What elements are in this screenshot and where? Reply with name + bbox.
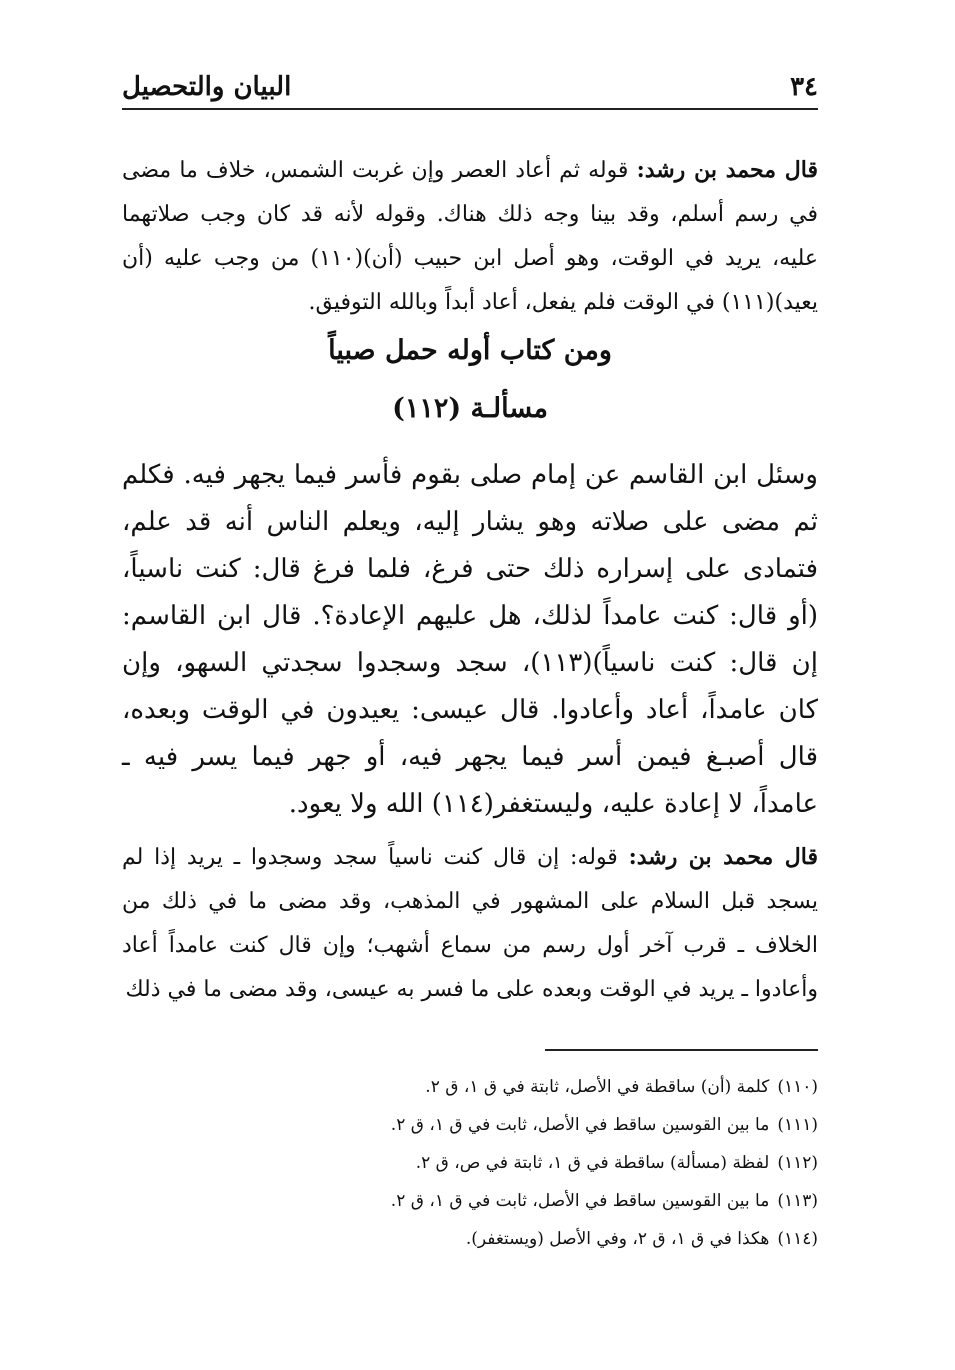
footnote-item — [200, 1068, 818, 1106]
footnote-number: (١١١) — [777, 1115, 818, 1135]
footnote-text: كلمة (أن) ساقطة في الأصل، ثابتة في ق ١، ق ٢. — [425, 1077, 770, 1097]
commentary-paragraph-2 — [122, 835, 818, 1012]
footnote-item — [200, 1106, 818, 1144]
commentary-lead: قال محمد بن رشد: — [636, 157, 819, 183]
footnotes-list — [200, 1068, 818, 1258]
footnote-text: لفظة (مسألة) ساقطة في ق ١، ثابتة في ص، ق ٢. — [415, 1153, 770, 1173]
footnote-text: ما بين القوسين ساقط في الأصل، ثابت في ق ١، ق ٢. — [390, 1115, 770, 1135]
footnote-item — [200, 1144, 818, 1182]
footnote-number: (١١٠) — [777, 1077, 818, 1097]
footnote-text: هكذا في ق ١، ق ٢، وفي الأصل (ويستغفر). — [465, 1229, 770, 1249]
footnote-item — [200, 1220, 818, 1258]
footnote-number: (١١٤) — [777, 1229, 818, 1249]
commentary-text: قوله: إن قال كنت ناسياً سجد وسجدوا ـ يريد إذا لم يسجد قبل السلام على المشهور في المذهب، وقد مضى ما في ذلك من الخلاف ـ قرب آخر أول رسم من سماع أشهب؛ وإن قال كنت عامداً أعاد وأعادوا ـ يريد في الوقت وبعده على ما فسر به عيسى، وقد مضى ما في ذلك — [122, 845, 818, 1002]
footnote-number: (١١٣) — [777, 1191, 818, 1211]
running-title: البيان والتحصيل — [122, 72, 292, 102]
section-title: ومن كتاب أوله حمل صبياً — [328, 335, 612, 366]
commentary-lead: قال محمد بن رشد: — [628, 844, 818, 870]
page-number: ٣٤ — [790, 72, 818, 102]
footnote-text: ما بين القوسين ساقط في الأصل، ثابت في ق ١، ق ٢. — [390, 1191, 770, 1211]
commentary-text: قوله ثم أعاد العصر وإن غربت الشمس، خلاف ما مضى في رسم أسلم، وقد بينا وجه ذلك هناك. وقوله لأنه قد كان وجب صلاتهما عليه، يريد في الوقت، وهو أصل ابن حبيب (أن)(١١٠) من وجب عليه (أن يعيد)(١١١) في الوقت فلم يفعل، أعاد أبداً وبالله التوفيق. — [122, 158, 819, 315]
footnote-number: (١١٢) — [777, 1153, 818, 1173]
footnote-divider — [545, 1049, 818, 1051]
running-header — [122, 58, 818, 110]
section-subtitle: مسألـة (١١٢) — [392, 393, 548, 424]
question-paragraph: وسئل ابن القاسم عن إمام صلى بقوم فأسر فيما يجهر فيه. فكلم ثم مضى على صلاته وهو يشار إليه، ويعلم الناس أنه قد علم، فتمادى على إسراره ذلك حتى فرغ، فلما فرغ قال: كنت ناسياً، (أو قال: كنت عامداً لذلك، هل عليهم الإعادة؟. قال ابن القاسم: إن قال: كنت ناسياً)(١١٣)، سجد وسجدوا سجدتي السهو، وإن كان عامداً، أعاد وأعادوا. قال عيسى: يعيدون في الوقت وبعده، قال أصبـغ فيمن أسر فيما يجهر فيه، أو جهر فيما يسر فيه ـ عامداً، لا إعادة عليه، وليستغفر(١١٤) الله ولا يعود. — [122, 460, 818, 819]
commentary-paragraph-1 — [122, 148, 818, 325]
footnote-item — [200, 1182, 818, 1220]
